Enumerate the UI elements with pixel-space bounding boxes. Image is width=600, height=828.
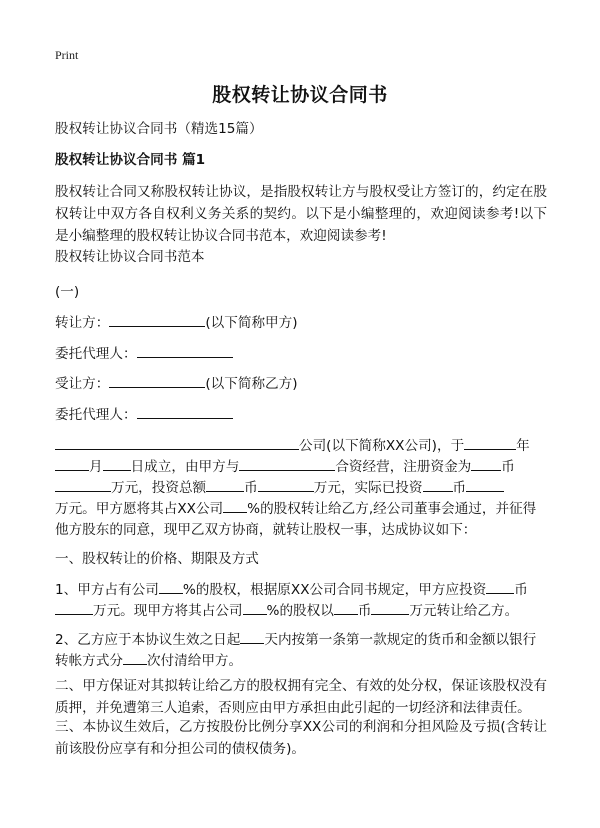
year-label: 年 (516, 438, 530, 454)
agent-label-1: 委托代理人： (55, 346, 137, 362)
section-3-paragraph: 三、本协议生效后，乙方按股份比例分享XX公司的利润和分担风险及亏损(含转让前该股份应享有和分担公司的债权债务)。 (55, 719, 547, 757)
company-text: 万元，投资总额 (111, 480, 207, 496)
company-text: 日成立，由甲方与 (130, 459, 240, 475)
currency-blank[interactable] (486, 579, 514, 594)
section-2-paragraph: 二、甲方保证对其拟转让给乙方的股权拥有完全、有效的处分权，保证该股权没有质押，并免遭第三人追索，否则应由甲方承担由此引起的一切经济和法律责任。 (55, 678, 547, 716)
currency-label: 币 (244, 480, 258, 496)
amount-blank[interactable] (55, 600, 93, 615)
month-blank[interactable] (55, 456, 89, 471)
transferor-blank[interactable] (109, 312, 205, 327)
paid-blank[interactable] (466, 477, 504, 492)
company-name-blank[interactable] (55, 435, 299, 450)
company-text: 公司(以下简称XX公司)，于 (299, 438, 465, 454)
clause-text: 转帐方式分 (55, 653, 123, 669)
transferor-line (55, 311, 547, 335)
section-heading: 股权转让协议合同书 篇1 (55, 152, 206, 168)
currency-blank[interactable] (334, 600, 358, 615)
percent-blank[interactable] (159, 579, 183, 594)
template-title: 股权转让协议合同书范本 (55, 249, 205, 265)
clause-text: %的股权，根据原XX公司合同书规定，甲方应投资 (182, 582, 487, 598)
document-subtitle: 股权转让协议合同书（精选15篇） (55, 121, 263, 137)
currency-blank[interactable] (471, 456, 501, 471)
transferee-line (55, 372, 547, 396)
section-1-heading: 一、股权转让的价格、期限及方式 (55, 551, 259, 567)
capital-blank[interactable] (55, 477, 111, 492)
currency-label: 币 (514, 582, 528, 598)
clause-text: 2、乙方应于本协议生效之日起 (55, 632, 241, 648)
agent-blank-1[interactable] (137, 343, 233, 358)
clause-text: 1、甲方占有公司 (55, 582, 159, 598)
year-blank[interactable] (464, 435, 516, 450)
installments-blank[interactable] (123, 650, 147, 665)
clause-text: 万元。现甲方将其占公司 (93, 603, 243, 619)
currency-blank[interactable] (423, 477, 453, 492)
transferee-label: 受让方： (55, 376, 110, 392)
transferee-blank[interactable] (109, 373, 205, 388)
currency-blank[interactable] (206, 477, 244, 492)
month-label: 月 (89, 459, 103, 475)
print-label[interactable]: Print (55, 48, 79, 62)
clause-text: 万元转让给乙方。 (409, 603, 519, 619)
investment-blank[interactable] (258, 477, 314, 492)
clause-text: 天内按第一条第一款规定的货币和金额以银行 (264, 632, 537, 648)
percent-blank[interactable] (243, 600, 267, 615)
company-text: 万元，实际已投资 (313, 480, 423, 496)
intro-paragraph: 股权转让合同又称股权转让协议，是指股权转让方与股权受让方签订的，约定在股权转让中双方各自权利义务关系的契约。以下是小编整理的，欢迎阅读参考!以下是小编整理的股权转让协议合同书范本，欢迎阅读参考! (55, 184, 547, 244)
currency-label: 币 (452, 480, 467, 496)
transferor-label: 转让方： (55, 315, 110, 331)
amount-blank[interactable] (371, 600, 409, 615)
clause-1-line-2 (55, 599, 547, 623)
agent-blank-2[interactable] (137, 404, 233, 419)
clause-text: %的股权以 (266, 603, 334, 619)
partner-blank[interactable] (239, 456, 335, 471)
agent-line-1 (55, 342, 547, 366)
day-blank[interactable] (103, 456, 131, 471)
company-line-5: 他方股东的同意，现甲乙双方协商，就转让股权一事，达成协议如下： (55, 522, 477, 538)
percent-blank[interactable] (223, 498, 247, 513)
company-text: 合资经营，注册资金为 (335, 459, 472, 475)
days-blank[interactable] (240, 629, 264, 644)
clause-text: 次付清给甲方。 (146, 653, 243, 669)
company-text: 万元。甲方愿将其占XX公司 (55, 501, 224, 517)
agent-line-2 (55, 403, 547, 427)
transferor-suffix: (以下简称甲方) (205, 315, 298, 331)
currency-label: 币 (357, 603, 372, 619)
document-title: 股权转让协议合同书 (212, 84, 388, 106)
currency-label: 币 (501, 459, 515, 475)
agent-label-2: 委托代理人： (55, 407, 137, 423)
transferee-suffix: (以下简称乙方) (205, 376, 298, 392)
clause-2-line-2 (55, 649, 547, 673)
company-text: %的股权转让给乙方,经公司董事会通过，并征得 (247, 501, 537, 517)
part-one-label: (一) (55, 284, 80, 300)
